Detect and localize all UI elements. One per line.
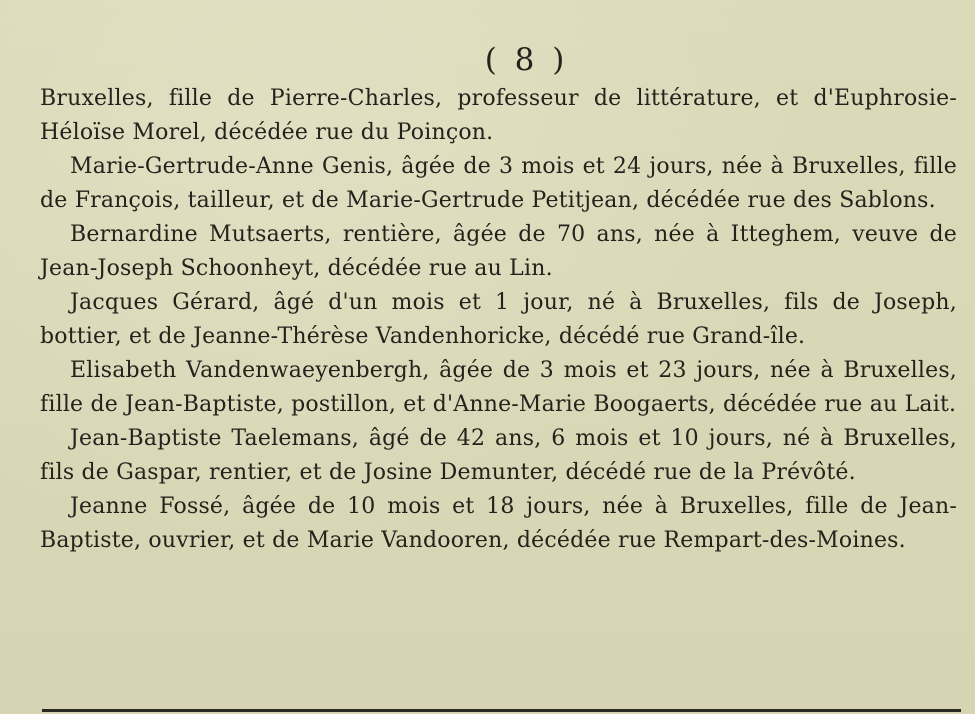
register-entry: Marie-Gertrude-Anne Genis, âgée de 3 mois et 24 jours, née à Bruxelles, fille de François, tailleur, et de Marie-Gertrude Petitjean, décédée rue des Sablons. — [40, 154, 957, 213]
bottom-rule — [42, 709, 961, 712]
register-entry-continued: Bruxelles, fille de Pierre-Charles, professeur de littérature, et d'Euphrosie-Héloïse Morel, décédée rue du Poinçon. — [40, 86, 957, 145]
register-entry: Jean-Baptiste Taelemans, âgé de 42 ans, 6 mois et 10 jours, né à Bruxelles, fils de Gaspar, rentier, et de Josine Demunter, décédé rue de la Prévôté. — [40, 426, 957, 485]
death-register-entries — [40, 82, 957, 558]
register-entry: Bernardine Mutsaerts, rentière, âgée de 70 ans, née à Itteghem, veuve de Jean-Joseph Schoonheyt, décédée rue au Lin. — [40, 222, 957, 281]
register-entry: Jacques Gérard, âgé d'un mois et 1 jour, né à Bruxelles, fils de Joseph, bottier, et de Jeanne-Thérèse Vandenhoricke, décédé rue Grand-île. — [40, 290, 957, 349]
page-number: ( 8 ) — [484, 42, 569, 78]
register-entry: Jeanne Fossé, âgée de 10 mois et 18 jours, née à Bruxelles, fille de Jean-Baptiste, ouvrier, et de Marie Vandooren, décédée rue Rempart-des-Moines. — [40, 494, 957, 553]
register-entry: Elisabeth Vandenwaeyenbergh, âgée de 3 mois et 23 jours, née à Bruxelles, fille de Jean-Baptiste, postillon, et d'Anne-Marie Boogaerts, décédée rue au Lait. — [40, 358, 957, 417]
